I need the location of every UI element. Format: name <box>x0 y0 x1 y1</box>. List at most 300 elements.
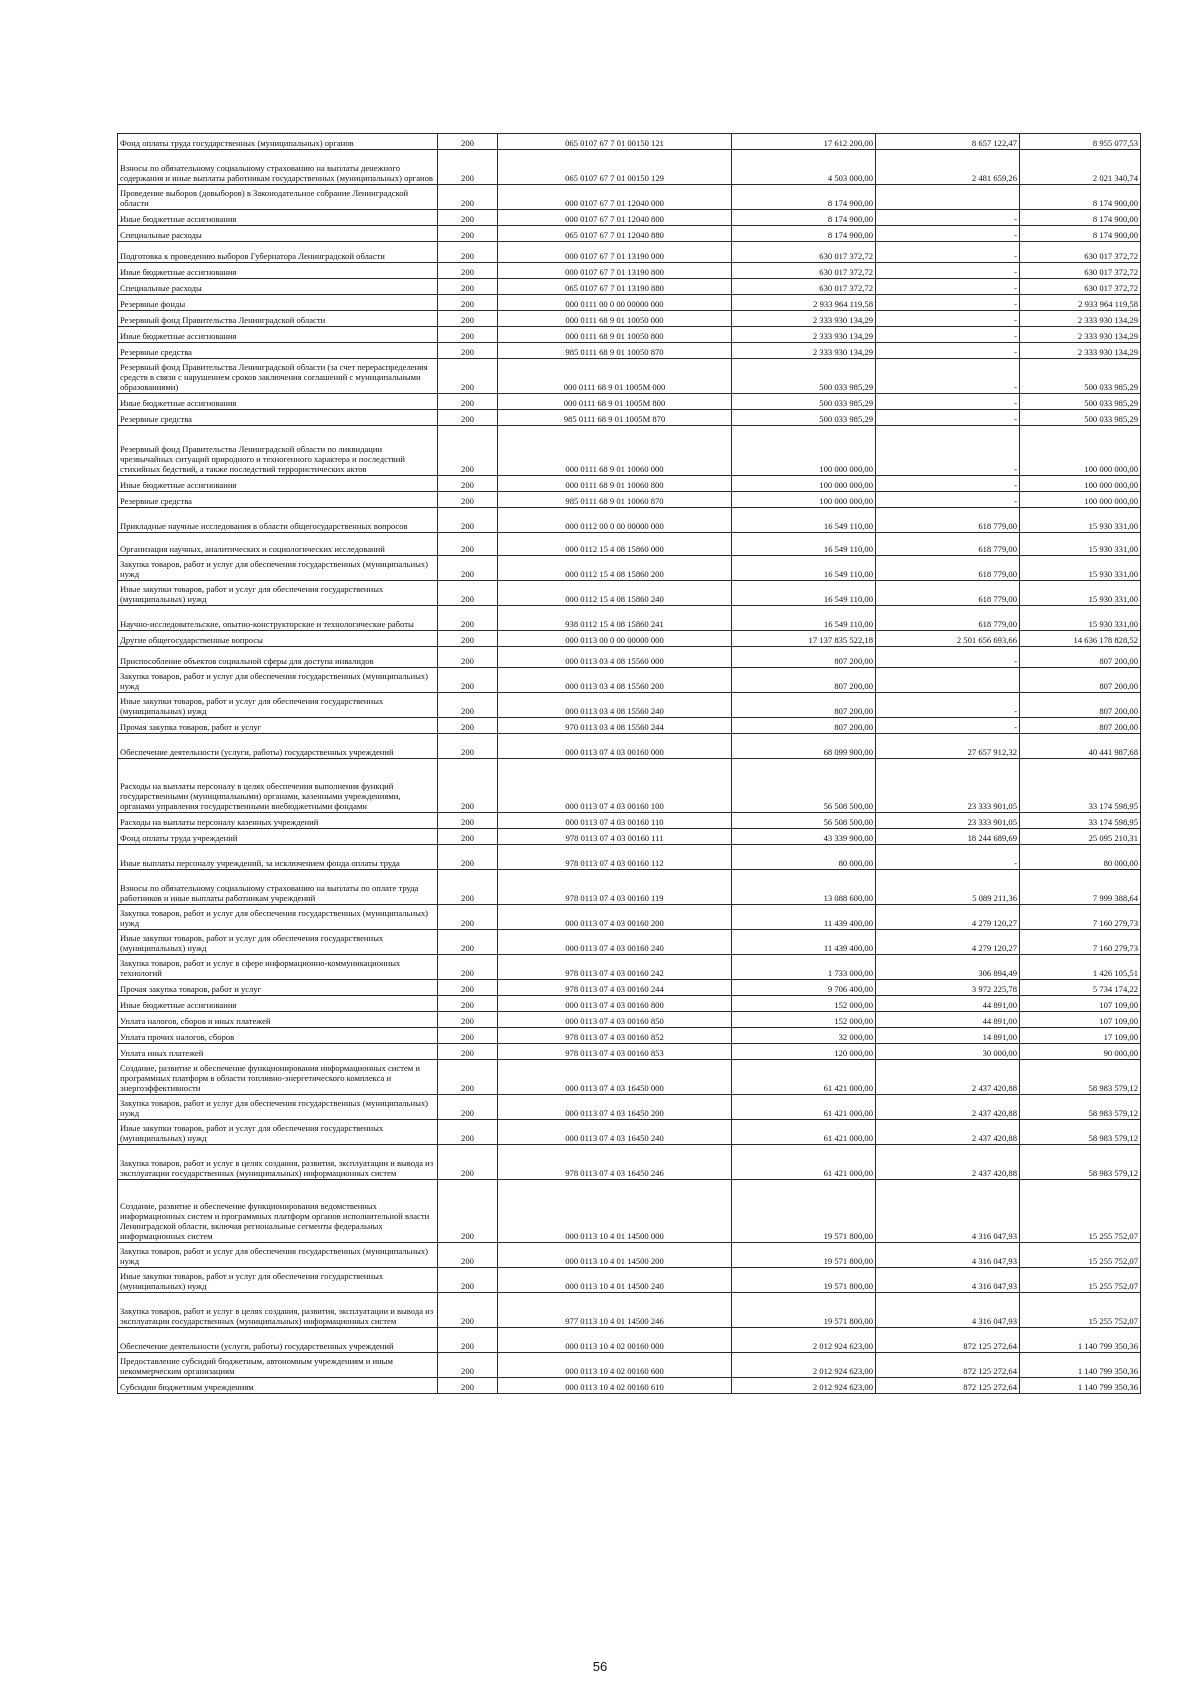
row-line-code-cell: 200 <box>438 1095 498 1120</box>
row-remaining-cell: 15 255 752,07 <box>1020 1180 1141 1243</box>
row-remaining-cell: 630 017 372,72 <box>1020 242 1141 263</box>
table-row <box>118 1378 1141 1394</box>
row-budget-code-cell: 000 0113 10 4 01 14500 240 <box>498 1268 732 1293</box>
row-budget-code-cell: 000 0107 67 7 01 12040 800 <box>498 210 732 226</box>
row-executed-cell: 872 125 272,64 <box>876 1328 1020 1353</box>
table-row <box>118 1180 1141 1243</box>
row-remaining-cell: 107 109,00 <box>1020 1012 1141 1028</box>
row-line-code-cell: 200 <box>438 1044 498 1060</box>
row-remaining-cell: 15 930 331,00 <box>1020 556 1141 581</box>
row-executed-cell: 618 779,00 <box>876 508 1020 533</box>
row-budget-code-cell: 000 0113 07 4 03 16450 200 <box>498 1095 732 1120</box>
row-approved-cell: 8 174 900,00 <box>732 210 876 226</box>
row-name-cell: Иные закупки товаров, работ и услуг для обеспечения государственных (муниципальных) нужд <box>118 1120 438 1145</box>
row-remaining-cell: 630 017 372,72 <box>1020 279 1141 295</box>
row-name-cell: Создание, развитие и обеспечение функционирования ведомственных информационных систем и программных платформ органов исполнительной власти Ленинградской области, включая региональные сегменты федеральных информационных систем <box>118 1180 438 1243</box>
row-budget-code-cell: 978 0113 07 4 03 00160 853 <box>498 1044 732 1060</box>
row-budget-code-cell: 000 0111 68 9 01 10050 800 <box>498 327 732 343</box>
row-budget-code-cell: 000 0111 68 9 01 1005М 800 <box>498 394 732 410</box>
row-name-cell: Резервный фонд Правительства Ленинградской области (за счет перераспределения средств в связи с нарушением сроков заключения соглашений с муниципальными образованиями) <box>118 359 438 394</box>
row-executed-cell: - <box>876 311 1020 327</box>
row-line-code-cell: 200 <box>438 980 498 996</box>
row-approved-cell: 100 000 000,00 <box>732 476 876 492</box>
row-executed-cell: 18 244 689,69 <box>876 829 1020 845</box>
row-line-code-cell: 200 <box>438 829 498 845</box>
row-line-code-cell: 200 <box>438 581 498 606</box>
row-approved-cell: 19 571 800,00 <box>732 1180 876 1243</box>
row-remaining-cell: 80 000,00 <box>1020 845 1141 870</box>
table-row <box>118 185 1141 210</box>
row-approved-cell: 2 012 924 623,00 <box>732 1378 876 1394</box>
row-executed-cell: - <box>876 492 1020 508</box>
row-line-code-cell: 200 <box>438 813 498 829</box>
row-line-code-cell: 200 <box>438 476 498 492</box>
row-remaining-cell: 500 033 985,29 <box>1020 410 1141 426</box>
row-budget-code-cell: 000 0111 68 9 01 10050 000 <box>498 311 732 327</box>
row-line-code-cell: 200 <box>438 1328 498 1353</box>
row-approved-cell: 2 333 930 134,29 <box>732 327 876 343</box>
budget-execution-table <box>117 133 1141 1394</box>
row-name-cell: Закупка товаров, работ и услуг в сфере информационно-коммуникационных технологий <box>118 955 438 980</box>
row-line-code-cell: 200 <box>438 508 498 533</box>
table-row <box>118 606 1141 631</box>
row-line-code-cell: 200 <box>438 905 498 930</box>
row-executed-cell: - <box>876 279 1020 295</box>
row-name-cell: Закупка товаров, работ и услуг для обеспечения государственных (муниципальных) нужд <box>118 556 438 581</box>
row-remaining-cell: 2 333 930 134,29 <box>1020 343 1141 359</box>
row-executed-cell: - <box>876 410 1020 426</box>
row-line-code-cell: 200 <box>438 311 498 327</box>
row-line-code-cell: 200 <box>438 845 498 870</box>
table-row <box>118 311 1141 327</box>
row-remaining-cell: 807 200,00 <box>1020 647 1141 668</box>
row-budget-code-cell: 000 0113 07 4 03 00160 000 <box>498 734 732 759</box>
row-budget-code-cell: 000 0111 68 9 01 10060 800 <box>498 476 732 492</box>
row-name-cell: Иные закупки товаров, работ и услуг для обеспечения государственных (муниципальных) нужд <box>118 930 438 955</box>
row-budget-code-cell: 985 0111 68 9 01 1005М 870 <box>498 410 732 426</box>
row-approved-cell: 17 612 200,00 <box>732 134 876 150</box>
row-budget-code-cell: 000 0113 07 4 03 00160 110 <box>498 813 732 829</box>
table-row <box>118 718 1141 734</box>
row-approved-cell: 32 000,00 <box>732 1028 876 1044</box>
row-name-cell: Закупка товаров, работ и услуг для обеспечения государственных (муниципальных) нужд <box>118 905 438 930</box>
row-remaining-cell: 100 000 000,00 <box>1020 426 1141 476</box>
row-name-cell: Иные закупки товаров, работ и услуг для обеспечения государственных (муниципальных) нужд <box>118 581 438 606</box>
row-name-cell: Резервные фонды <box>118 295 438 311</box>
row-line-code-cell: 200 <box>438 1243 498 1268</box>
row-executed-cell: - <box>876 693 1020 718</box>
row-budget-code-cell: 000 0113 07 4 03 16450 000 <box>498 1060 732 1095</box>
table-row <box>118 263 1141 279</box>
row-remaining-cell: 17 109,00 <box>1020 1028 1141 1044</box>
row-remaining-cell: 33 174 598,95 <box>1020 813 1141 829</box>
row-executed-cell: 23 333 901,05 <box>876 813 1020 829</box>
row-name-cell: Другие общегосударственные вопросы <box>118 631 438 647</box>
row-name-cell: Специальные расходы <box>118 279 438 295</box>
row-budget-code-cell: 000 0113 07 4 03 00160 200 <box>498 905 732 930</box>
row-executed-cell: 618 779,00 <box>876 581 1020 606</box>
row-name-cell: Резервные средства <box>118 410 438 426</box>
row-line-code-cell: 200 <box>438 343 498 359</box>
row-budget-code-cell: 978 0113 07 4 03 00160 244 <box>498 980 732 996</box>
row-executed-cell: 872 125 272,64 <box>876 1353 1020 1378</box>
row-approved-cell: 43 339 900,00 <box>732 829 876 845</box>
row-executed-cell: - <box>876 210 1020 226</box>
row-remaining-cell: 500 033 985,29 <box>1020 359 1141 394</box>
row-executed-cell: - <box>876 263 1020 279</box>
row-budget-code-cell: 000 0113 00 0 00 00000 000 <box>498 631 732 647</box>
row-name-cell: Иные бюджетные ассигнования <box>118 327 438 343</box>
row-executed-cell: 4 316 047,93 <box>876 1268 1020 1293</box>
table-row <box>118 134 1141 150</box>
row-name-cell: Иные бюджетные ассигнования <box>118 394 438 410</box>
row-line-code-cell: 200 <box>438 1378 498 1394</box>
row-remaining-cell: 2 333 930 134,29 <box>1020 327 1141 343</box>
row-name-cell: Создание, развитие и обеспечение функционирования информационных систем и программных платформ в области топливно-энергетического комплекса и энергоэффективности <box>118 1060 438 1095</box>
row-remaining-cell: 40 441 987,68 <box>1020 734 1141 759</box>
table-row <box>118 394 1141 410</box>
row-approved-cell: 61 421 000,00 <box>732 1060 876 1095</box>
row-approved-cell: 2 333 930 134,29 <box>732 343 876 359</box>
row-executed-cell: - <box>876 343 1020 359</box>
row-executed-cell: 618 779,00 <box>876 556 1020 581</box>
row-budget-code-cell: 000 0112 15 4 08 15860 200 <box>498 556 732 581</box>
row-executed-cell: - <box>876 327 1020 343</box>
row-line-code-cell: 200 <box>438 1145 498 1180</box>
table-row <box>118 295 1141 311</box>
table-row <box>118 426 1141 476</box>
row-executed-cell <box>876 668 1020 693</box>
row-remaining-cell: 8 174 900,00 <box>1020 226 1141 242</box>
table-body <box>118 134 1141 1394</box>
row-remaining-cell: 100 000 000,00 <box>1020 492 1141 508</box>
row-budget-code-cell: 000 0113 10 4 01 14500 200 <box>498 1243 732 1268</box>
row-approved-cell: 11 439 400,00 <box>732 905 876 930</box>
row-line-code-cell: 200 <box>438 492 498 508</box>
table-row <box>118 845 1141 870</box>
row-remaining-cell: 15 255 752,07 <box>1020 1243 1141 1268</box>
row-remaining-cell: 630 017 372,72 <box>1020 263 1141 279</box>
row-line-code-cell: 200 <box>438 185 498 210</box>
row-remaining-cell: 500 033 985,29 <box>1020 394 1141 410</box>
row-remaining-cell: 1 140 799 350,36 <box>1020 1328 1141 1353</box>
row-budget-code-cell: 000 0112 15 4 08 15860 000 <box>498 533 732 556</box>
table-row <box>118 1328 1141 1353</box>
table-row <box>118 759 1141 813</box>
row-remaining-cell: 807 200,00 <box>1020 718 1141 734</box>
row-budget-code-cell: 978 0113 07 4 03 00160 111 <box>498 829 732 845</box>
row-line-code-cell: 200 <box>438 718 498 734</box>
row-approved-cell: 100 000 000,00 <box>732 426 876 476</box>
row-line-code-cell: 200 <box>438 210 498 226</box>
row-approved-cell: 16 549 110,00 <box>732 533 876 556</box>
row-name-cell: Иные бюджетные ассигнования <box>118 996 438 1012</box>
table-row <box>118 1028 1141 1044</box>
row-remaining-cell: 90 000,00 <box>1020 1044 1141 1060</box>
row-line-code-cell: 200 <box>438 930 498 955</box>
row-line-code-cell: 200 <box>438 134 498 150</box>
row-name-cell: Иные бюджетные ассигнования <box>118 263 438 279</box>
row-executed-cell: 4 316 047,93 <box>876 1243 1020 1268</box>
row-approved-cell: 16 549 110,00 <box>732 581 876 606</box>
row-budget-code-cell: 065 0107 67 7 01 00150 121 <box>498 134 732 150</box>
row-budget-code-cell: 000 0113 07 4 03 16450 240 <box>498 1120 732 1145</box>
row-line-code-cell: 200 <box>438 226 498 242</box>
table-row <box>118 1044 1141 1060</box>
row-executed-cell: 618 779,00 <box>876 606 1020 631</box>
row-budget-code-cell: 000 0113 03 4 08 15560 240 <box>498 693 732 718</box>
row-name-cell: Организация научных, аналитических и социологических исследований <box>118 533 438 556</box>
row-remaining-cell: 15 255 752,07 <box>1020 1293 1141 1328</box>
row-line-code-cell: 200 <box>438 279 498 295</box>
row-budget-code-cell: 978 0113 07 4 03 00160 119 <box>498 870 732 905</box>
table-row <box>118 1060 1141 1095</box>
row-remaining-cell: 100 000 000,00 <box>1020 476 1141 492</box>
row-remaining-cell: 58 983 579,12 <box>1020 1145 1141 1180</box>
table-row <box>118 1012 1141 1028</box>
row-budget-code-cell: 000 0113 10 4 02 00160 610 <box>498 1378 732 1394</box>
row-executed-cell: 2 501 656 693,66 <box>876 631 1020 647</box>
row-line-code-cell: 200 <box>438 1120 498 1145</box>
table-row <box>118 359 1141 394</box>
row-budget-code-cell: 000 0113 07 4 03 00160 850 <box>498 1012 732 1028</box>
row-remaining-cell: 14 636 178 828,52 <box>1020 631 1141 647</box>
table-row <box>118 1293 1141 1328</box>
row-budget-code-cell: 065 0107 67 7 01 00150 129 <box>498 150 732 185</box>
row-line-code-cell: 200 <box>438 410 498 426</box>
row-line-code-cell: 200 <box>438 693 498 718</box>
table-row <box>118 996 1141 1012</box>
row-remaining-cell: 15 255 752,07 <box>1020 1268 1141 1293</box>
row-budget-code-cell: 978 0113 07 4 03 00160 242 <box>498 955 732 980</box>
row-approved-cell: 500 033 985,29 <box>732 410 876 426</box>
row-budget-code-cell: 970 0113 03 4 08 15560 244 <box>498 718 732 734</box>
row-executed-cell: 2 437 420,88 <box>876 1095 1020 1120</box>
row-executed-cell: 5 089 211,36 <box>876 870 1020 905</box>
row-remaining-cell: 2 933 964 119,58 <box>1020 295 1141 311</box>
table-row <box>118 242 1141 263</box>
table-row <box>118 955 1141 980</box>
row-remaining-cell: 2 021 340,74 <box>1020 150 1141 185</box>
row-approved-cell: 2 933 964 119,58 <box>732 295 876 311</box>
row-budget-code-cell: 985 0111 68 9 01 10060 870 <box>498 492 732 508</box>
table-row <box>118 1145 1141 1180</box>
page-number: 56 <box>592 1659 608 1674</box>
row-remaining-cell: 25 095 210,31 <box>1020 829 1141 845</box>
row-approved-cell: 807 200,00 <box>732 718 876 734</box>
row-approved-cell: 152 000,00 <box>732 1012 876 1028</box>
row-approved-cell: 500 033 985,29 <box>732 359 876 394</box>
row-line-code-cell: 200 <box>438 327 498 343</box>
row-line-code-cell: 200 <box>438 759 498 813</box>
row-name-cell: Иные закупки товаров, работ и услуг для обеспечения государственных (муниципальных) нужд <box>118 693 438 718</box>
row-approved-cell: 16 549 110,00 <box>732 606 876 631</box>
row-executed-cell: 872 125 272,64 <box>876 1378 1020 1394</box>
row-budget-code-cell: 000 0113 07 4 03 00160 800 <box>498 996 732 1012</box>
row-approved-cell: 807 200,00 <box>732 693 876 718</box>
row-line-code-cell: 200 <box>438 996 498 1012</box>
row-budget-code-cell: 000 0113 03 4 08 15560 200 <box>498 668 732 693</box>
row-budget-code-cell: 065 0107 67 7 01 12040 880 <box>498 226 732 242</box>
row-approved-cell: 8 174 900,00 <box>732 226 876 242</box>
row-budget-code-cell: 000 0113 10 4 01 14500 000 <box>498 1180 732 1243</box>
row-executed-cell: 3 972 225,78 <box>876 980 1020 996</box>
row-budget-code-cell: 000 0107 67 7 01 12040 000 <box>498 185 732 210</box>
row-approved-cell: 4 503 000,00 <box>732 150 876 185</box>
row-line-code-cell: 200 <box>438 668 498 693</box>
row-line-code-cell: 200 <box>438 426 498 476</box>
row-approved-cell: 500 033 985,29 <box>732 394 876 410</box>
row-budget-code-cell: 938 0112 15 4 08 15860 241 <box>498 606 732 631</box>
table-row <box>118 343 1141 359</box>
row-name-cell: Приспособление объектов социальной сферы для доступа инвалидов <box>118 647 438 668</box>
row-name-cell: Иные бюджетные ассигнования <box>118 210 438 226</box>
row-approved-cell: 13 088 600,00 <box>732 870 876 905</box>
row-remaining-cell: 1 426 105,51 <box>1020 955 1141 980</box>
table-row <box>118 1268 1141 1293</box>
row-approved-cell: 152 000,00 <box>732 996 876 1012</box>
row-executed-cell: 44 891,00 <box>876 1012 1020 1028</box>
row-name-cell: Взносы по обязательному социальному страхованию на выплаты по оплате труда работников и иные выплаты работникам учреждений <box>118 870 438 905</box>
row-executed-cell: 306 894,49 <box>876 955 1020 980</box>
row-executed-cell: 2 437 420,88 <box>876 1145 1020 1180</box>
row-budget-code-cell: 000 0111 68 9 01 10060 000 <box>498 426 732 476</box>
row-approved-cell: 19 571 800,00 <box>732 1293 876 1328</box>
row-budget-code-cell: 978 0113 07 4 03 00160 852 <box>498 1028 732 1044</box>
table-row <box>118 1120 1141 1145</box>
table-row <box>118 829 1141 845</box>
row-line-code-cell: 200 <box>438 533 498 556</box>
row-budget-code-cell: 000 0113 07 4 03 00160 240 <box>498 930 732 955</box>
row-approved-cell: 807 200,00 <box>732 668 876 693</box>
table-row <box>118 647 1141 668</box>
row-approved-cell: 120 000,00 <box>732 1044 876 1060</box>
row-remaining-cell: 15 930 331,00 <box>1020 508 1141 533</box>
row-approved-cell: 630 017 372,72 <box>732 263 876 279</box>
row-name-cell: Иные выплаты персоналу учреждений, за исключением фонда оплаты труда <box>118 845 438 870</box>
row-approved-cell: 19 571 800,00 <box>732 1268 876 1293</box>
row-executed-cell: 27 657 912,32 <box>876 734 1020 759</box>
row-executed-cell: - <box>876 845 1020 870</box>
row-budget-code-cell: 985 0111 68 9 01 10050 870 <box>498 343 732 359</box>
table-row <box>118 279 1141 295</box>
table-row <box>118 813 1141 829</box>
table-row <box>118 1353 1141 1378</box>
row-remaining-cell: 807 200,00 <box>1020 668 1141 693</box>
row-line-code-cell: 200 <box>438 1353 498 1378</box>
row-remaining-cell: 2 333 930 134,29 <box>1020 311 1141 327</box>
row-executed-cell: - <box>876 359 1020 394</box>
row-remaining-cell: 807 200,00 <box>1020 693 1141 718</box>
table-row <box>118 327 1141 343</box>
row-executed-cell: 14 891,00 <box>876 1028 1020 1044</box>
row-remaining-cell: 15 930 331,00 <box>1020 533 1141 556</box>
row-remaining-cell: 58 983 579,12 <box>1020 1120 1141 1145</box>
row-budget-code-cell: 000 0111 68 9 01 1005М 000 <box>498 359 732 394</box>
row-approved-cell: 61 421 000,00 <box>732 1095 876 1120</box>
table-row <box>118 150 1141 185</box>
row-approved-cell: 61 421 000,00 <box>732 1120 876 1145</box>
row-budget-code-cell: 000 0113 07 4 03 00160 100 <box>498 759 732 813</box>
row-remaining-cell: 58 983 579,12 <box>1020 1060 1141 1095</box>
row-executed-cell <box>876 185 1020 210</box>
table-row <box>118 1095 1141 1120</box>
row-name-cell: Обеспечение деятельности (услуги, работы) государственных учреждений <box>118 734 438 759</box>
row-name-cell: Специальные расходы <box>118 226 438 242</box>
row-budget-code-cell: 977 0113 10 4 01 14500 246 <box>498 1293 732 1328</box>
row-line-code-cell: 200 <box>438 242 498 263</box>
row-remaining-cell: 1 140 799 350,36 <box>1020 1353 1141 1378</box>
row-name-cell: Закупка товаров, работ и услуг для обеспечения государственных (муниципальных) нужд <box>118 1095 438 1120</box>
row-approved-cell: 630 017 372,72 <box>732 242 876 263</box>
row-executed-cell: - <box>876 226 1020 242</box>
table-row <box>118 668 1141 693</box>
table-row <box>118 734 1141 759</box>
table-row <box>118 870 1141 905</box>
row-executed-cell: 4 279 120,27 <box>876 930 1020 955</box>
row-line-code-cell: 200 <box>438 394 498 410</box>
row-budget-code-cell: 000 0113 10 4 02 00160 600 <box>498 1353 732 1378</box>
row-name-cell: Научно-исследовательские, опытно-конструкторские и технологические работы <box>118 606 438 631</box>
table-row <box>118 980 1141 996</box>
row-line-code-cell: 200 <box>438 955 498 980</box>
row-name-cell: Прочая закупка товаров, работ и услуг <box>118 718 438 734</box>
row-approved-cell: 16 549 110,00 <box>732 556 876 581</box>
row-executed-cell: - <box>876 476 1020 492</box>
row-name-cell: Проведение выборов (довыборов) в Законодательное собрание Ленинградской области <box>118 185 438 210</box>
row-executed-cell: - <box>876 718 1020 734</box>
row-name-cell: Прочая закупка товаров, работ и услуг <box>118 980 438 996</box>
table-row <box>118 556 1141 581</box>
row-approved-cell: 807 200,00 <box>732 647 876 668</box>
row-approved-cell: 19 571 800,00 <box>732 1243 876 1268</box>
row-name-cell: Резервный фонд Правительства Ленинградской области <box>118 311 438 327</box>
row-name-cell: Обеспечение деятельности (услуги, работы) государственных учреждений <box>118 1328 438 1353</box>
row-line-code-cell: 200 <box>438 1293 498 1328</box>
row-approved-cell: 100 000 000,00 <box>732 492 876 508</box>
row-budget-code-cell: 000 0111 00 0 00 00000 000 <box>498 295 732 311</box>
table-row <box>118 533 1141 556</box>
row-approved-cell: 1 733 000,00 <box>732 955 876 980</box>
row-remaining-cell: 5 734 174,22 <box>1020 980 1141 996</box>
row-line-code-cell: 200 <box>438 1028 498 1044</box>
row-remaining-cell: 33 174 598,95 <box>1020 759 1141 813</box>
row-name-cell: Уплата прочих налогов, сборов <box>118 1028 438 1044</box>
row-executed-cell: - <box>876 295 1020 311</box>
row-budget-code-cell: 000 0107 67 7 01 13190 000 <box>498 242 732 263</box>
row-remaining-cell: 8 174 900,00 <box>1020 210 1141 226</box>
row-remaining-cell: 1 140 799 350,36 <box>1020 1378 1141 1394</box>
row-line-code-cell: 200 <box>438 647 498 668</box>
row-remaining-cell: 15 930 331,00 <box>1020 606 1141 631</box>
row-executed-cell: 4 316 047,93 <box>876 1293 1020 1328</box>
row-line-code-cell: 200 <box>438 1268 498 1293</box>
row-approved-cell: 2 333 930 134,29 <box>732 311 876 327</box>
row-line-code-cell: 200 <box>438 606 498 631</box>
row-approved-cell: 8 174 900,00 <box>732 185 876 210</box>
row-budget-code-cell: 000 0113 10 4 02 00160 000 <box>498 1328 732 1353</box>
row-approved-cell: 56 508 500,00 <box>732 759 876 813</box>
row-executed-cell: 30 000,00 <box>876 1044 1020 1060</box>
row-executed-cell: - <box>876 394 1020 410</box>
row-name-cell: Расходы на выплаты персоналу в целях обеспечения выполнения функций государственными (муниципальными) органами, казенными учреждениями, органами управления государственными внебюджетными фондами <box>118 759 438 813</box>
row-name-cell: Резервный фонд Правительства Ленинградской области по ликвидации чрезвычайных ситуаций природного и техногенного характера и последствий стихийных бедствий, а также последствий террористических актов <box>118 426 438 476</box>
budget-sheet <box>117 133 1140 1394</box>
row-line-code-cell: 200 <box>438 359 498 394</box>
row-approved-cell: 56 508 500,00 <box>732 813 876 829</box>
row-budget-code-cell: 000 0113 03 4 08 15560 000 <box>498 647 732 668</box>
row-remaining-cell: 8 174 900,00 <box>1020 185 1141 210</box>
